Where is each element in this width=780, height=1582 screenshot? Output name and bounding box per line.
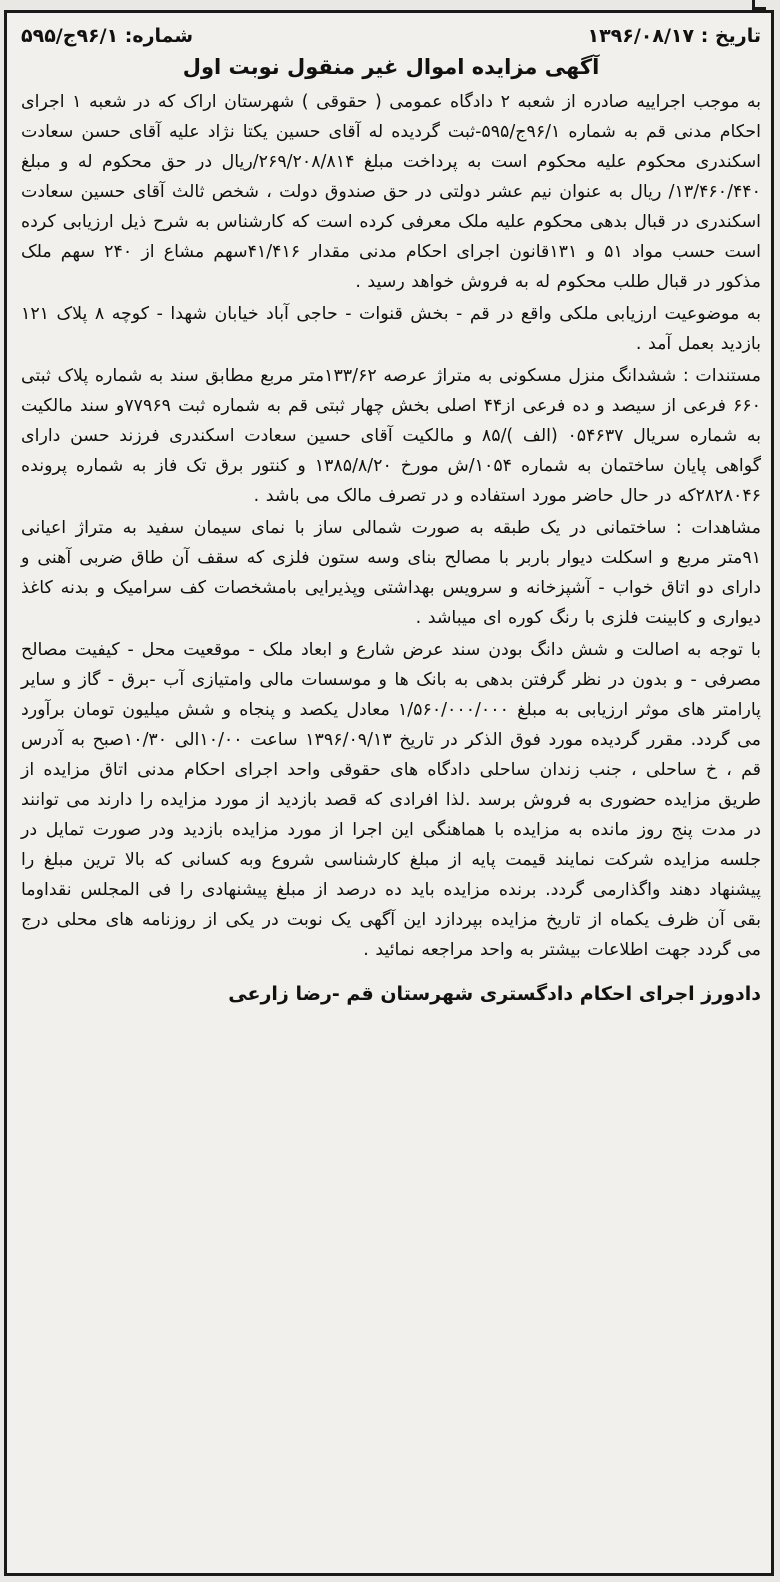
notice-date: تاریخ : ۱۳۹۶/۰۸/۱۷ [587,25,761,47]
notice-header [21,21,761,51]
signature-line: دادورز اجرای احکام دادگستری شهرستان قم -رضا زارعی [228,983,761,1005]
notice-document [4,10,774,1576]
notice-content [21,21,761,1009]
notice-number: شماره: ۹۶/۱ج/۵۹۵ [21,25,194,47]
paragraph-location: به موضوعیت ارزیابی ملکی واقع در قم - بخش قنوات - حاجی آباد خیابان شهدا - کوچه ۸ پلاک ۱۲۱ بازدید بعمل آمد . [21,304,761,354]
paragraph-execution: به موجب اجراییه صادره از شعبه ۲ دادگاه عمومی ( حقوقی ) شهرستان اراک که در شعبه ۱ اجرای احکام مدنی قم به شماره ۹۶/۱ج/۵۹۵-ثبت گردیده له آقای حسین یکتا نژاد علیه آقای حسن سعادت اسکندری محکوم علیه محکوم است به پرداخت مبلغ ۲۶۹/۲۰۸/۸۱۴/ریال در حق محکوم له و مبلغ ۱۳/۴۶۰/۴۴۰/ ریال به عنوان نیم عشر دولتی در حق صندوق دولت ، شخص ثالث آقای حسین سعادت اسکندری در قبال بدهی محکوم علیه ملک معرفی کرده است که کارشناس به شرح ذیل ارزیابی کرده است حسب مواد ۵۱ و ۱۳۱قانون اجرای احکام مدنی مقدار ۴۱/۴۱۶سهم مشاع از ۲۴۰ سهم ملک مذکور در قبال طلب محکوم له به فروش خواهد رسید . [21,92,761,292]
paragraph-observations: مشاهدات : ساختمانی در یک طبقه به صورت شمالی ساز با نمای سیمان سفید به متراژ اعیانی ۹۱متر مربع و اسکلت دیوار باربر با مصالح بنای وسه ستون فلزی که سقف آن طاق ضربی آهنی و دارای دو اتاق خواب - آشپزخانه و سرویس بهداشتی وپذیرایی بامشخصات کف سرامیک و بدنه کاغذ دیواری و کابینت فلزی با رنگ کوره ای میباشد . [21,518,761,628]
paragraph-documents: مستندات : ششدانگ منزل مسکونی به متراژ عرصه ۱۳۳/۶۲متر مربع مطابق سند به شماره پلاک ثبتی ۶۶۰ فرعی از سیصد و ده فرعی از۴۴ اصلی بخش چهار ثبتی قم به شماره ثبت ۷۷۹۶۹و سند مالکیت به شماره سریال ۰۵۴۶۳۷ (الف )/۸۵ و مالکیت آقای حسین سعادت اسکندری فرزند حسن دارای گواهی پایان ساختمان به شماره ۱۰۵۴/ش مورخ ۱۳۸۵/۸/۲۰ و کنتور برق تک فاز به شماره پرونده ۲۸۲۸۰۴۶که در حال حاضر مورد استفاده و در تصرف مالک می باشد . [21,366,761,506]
paragraph-valuation-and-auction: با توجه به اصالت و شش دانگ بودن سند عرض شارع و ابعاد ملک - موقعیت محل - کیفیت مصالح مصرفی - و بدون در نظر گرفتن بدهی به بانک ها و موسسات مالی وامتیازی آب -برق - گاز و سایر پارامتر های موثر ارزیابی به مبلغ ۱/۵۶۰/۰۰۰/۰۰۰ معادل یکصد و پنجاه و شش میلیون تومان برآورد می گردد. مقرر گردیده مورد فوق الذکر در تاریخ ۱۳۹۶/۰۹/۱۳ ساعت ۱۰/۰۰الی ۱۰/۳۰صبح به آدرس قم ، خ ساحلی ، جنب زندان ساحلی دادگاه های حقوقی واحد اجرای احکام مدنی اتاق مزایده از طریق مزایده حضوری به فروش برسد .لذا افرادی که قصد بازدید از مورد مزایده را دارند می توانند در مدت پنج روز مانده به مزایده با هماهنگی این اجرا از مورد مزایده بازدید ودر صورت تمایل در جلسه مزایده شرکت نمایند قیمت پایه از مبلغ کارشناسی شروع وبه کسانی که بالا ترین مبلغ را پیشنهاد دهند واگذارمی گردد. برنده مزایده باید ده درصد از مبلغ پیشنهادی را فی المجلس نقداوما بقی آن ظرف یکماه از تاریخ مزایده بپردازد این آگهی یک نوبت در یکی از روزنامه های محلی درج می گردد جهت اطلاعات بیشتر به واحد مراجعه نمائید . [21,640,761,960]
notice-title: آگهی مزایده اموال غیر منقول نوبت اول [182,55,600,79]
frame-corner-mark [752,0,766,10]
